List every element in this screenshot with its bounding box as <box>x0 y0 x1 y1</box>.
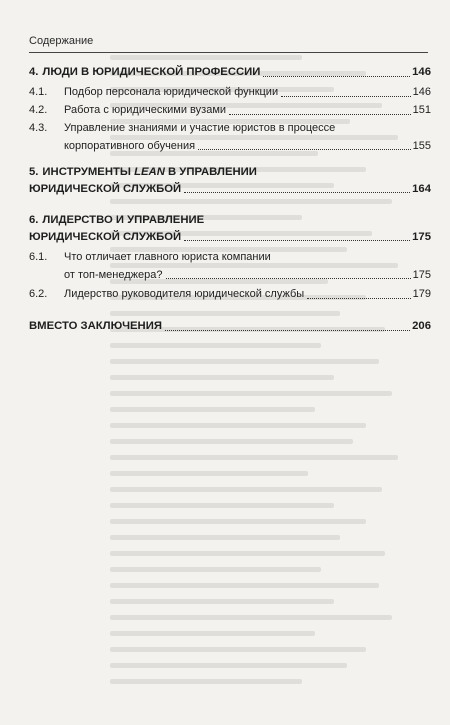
leader-dots <box>263 76 410 77</box>
section-title-line2: от топ-менеджера? <box>64 268 163 281</box>
toc-conclusion[interactable] <box>29 320 431 334</box>
page-number: 206 <box>412 320 431 332</box>
leader-dots <box>166 278 411 279</box>
page-number: 179 <box>412 288 431 300</box>
page-number: 146 <box>412 86 431 98</box>
chapter-title-line2: ЮРИДИЧЕСКОЙ СЛУЖБОЙ <box>29 230 182 243</box>
chapter-number: 6. <box>29 214 39 226</box>
page-number: 155 <box>412 139 431 152</box>
toc-item-4-2[interactable] <box>29 104 431 118</box>
section-number: 4.3. <box>29 122 48 134</box>
leader-dots <box>281 96 411 97</box>
running-head: Содержание <box>29 35 94 47</box>
header-rule <box>29 52 428 53</box>
chapter-number: 5. <box>29 166 39 178</box>
leader-dots <box>198 149 411 150</box>
toc-item-6-1[interactable] <box>29 251 431 282</box>
section-title-line1: Управление знаниями и участие юристов в процессе <box>64 122 336 134</box>
section-title: Подбор персонала юридической функции <box>64 86 279 98</box>
section-number: 4.2. <box>29 104 48 116</box>
toc-item-6-2[interactable] <box>29 288 431 302</box>
chapter-number: 4. <box>29 66 39 78</box>
toc-chapter-5[interactable] <box>29 166 431 196</box>
chapter-title: ВМЕСТО ЗАКЛЮЧЕНИЯ <box>29 320 162 332</box>
bleed-through-text <box>110 55 430 715</box>
page-number: 175 <box>412 268 431 281</box>
section-number: 4.1. <box>29 86 48 98</box>
section-title: Лидерство руководителя юридической службы <box>64 288 305 300</box>
chapter-title: ЛЮДИ В ЮРИДИЧЕСКОЙ ПРОФЕССИИ <box>42 66 261 78</box>
page-number: 146 <box>412 66 431 78</box>
leader-dots <box>229 114 411 115</box>
section-number: 6.1. <box>29 251 48 263</box>
section-title: Работа с юридическими вузами <box>64 104 227 116</box>
chapter-title-line1: ИНСТРУМЕНТЫ LEAN В УПРАВЛЕНИИ <box>42 166 257 178</box>
toc-item-4-3[interactable] <box>29 122 431 153</box>
leader-dots <box>307 298 410 299</box>
section-number: 6.2. <box>29 288 48 300</box>
leader-dots <box>184 240 410 241</box>
page-number: 151 <box>412 104 431 116</box>
lean-term: LEAN <box>134 166 165 178</box>
section-title-line2: корпоративного обучения <box>64 139 196 152</box>
toc-chapter-6[interactable] <box>29 214 431 244</box>
leader-dots <box>184 192 410 193</box>
chapter-title-line2: ЮРИДИЧЕСКОЙ СЛУЖБОЙ <box>29 182 182 195</box>
leader-dots <box>165 330 410 331</box>
page-number: 175 <box>412 230 431 243</box>
section-title-line1: Что отличает главного юриста компании <box>64 251 271 263</box>
chapter-title-line1: ЛИДЕРСТВО И УПРАВЛЕНИЕ <box>42 214 205 226</box>
page-number: 164 <box>412 182 431 195</box>
toc-item-4-1[interactable] <box>29 86 431 100</box>
toc-chapter-4[interactable] <box>29 66 431 80</box>
